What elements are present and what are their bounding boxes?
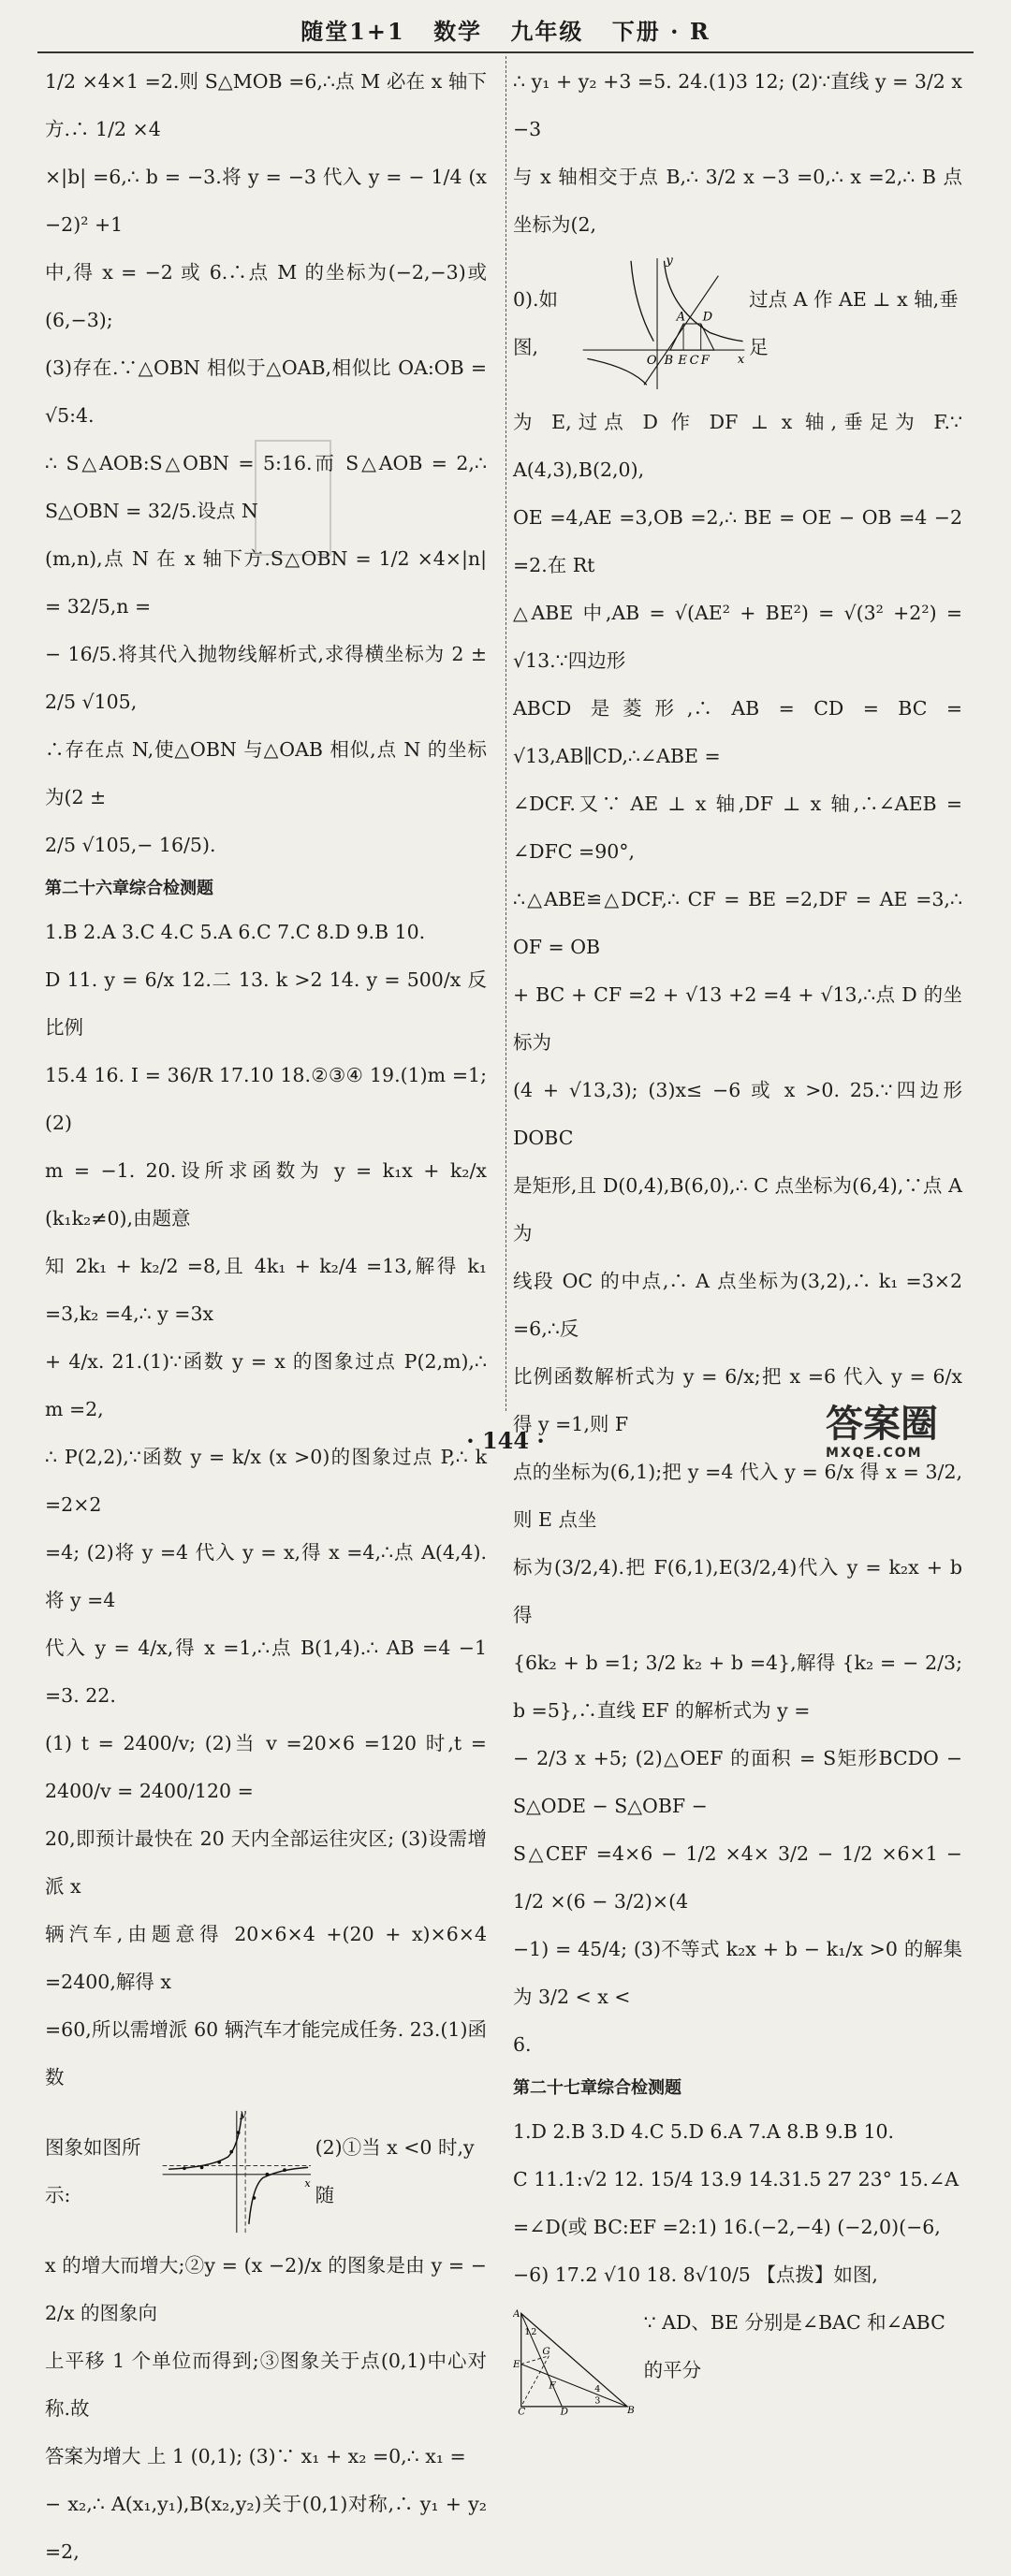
text-line: 点的坐标为(6,1);把 y =4 代入 y = 6/x 得 x = 3/2,则 E 点坐 (513, 1461, 962, 1531)
hyperbola-graph-23 (158, 2102, 315, 2242)
answer-line: (1) t = 2400/v; (2)当 v =20×6 =120 时,t = 2400/v = 2400/120 = (45, 1732, 487, 1802)
point-label: A (676, 310, 686, 325)
figure-caption: 图象如图所示: (45, 2136, 141, 2206)
text-line: (4 + √13,3); (3)x≤ −6 或 x >0. 25.∵四边形 DOBC (513, 1079, 962, 1149)
point-label: G (542, 2346, 550, 2358)
answer-line: 1.D 2.B 3.D 4.C 5.D 6.A 7.A 8.B 9.B 10. (513, 2120, 895, 2143)
book-title: 随堂1+1 (300, 18, 405, 45)
point-label: E (513, 2358, 520, 2370)
point-label: C (689, 353, 699, 368)
text-line: ∠DCF.又∵ AE ⊥ x 轴,DF ⊥ x 轴,∴∠AEB = ∠DFC =90°, (513, 793, 962, 863)
section-title-27: 第二十七章综合检测题 (513, 2078, 681, 2098)
text-line: ∴存在点 N,使△OBN 与△OAB 相似,点 N 的坐标为(2 ± (45, 738, 487, 808)
answer-line: −6) 17.2 √10 18. 8√10/5 【点拨】如图, (513, 2263, 878, 2286)
text-after-figure: (2)①当 x <0 时,y 随 (315, 2136, 475, 2206)
answer-line: 代入 y = 4/x,得 x =1,∴点 B(1,4).∴ AB =4 −1 =3. 22. (45, 1637, 487, 1707)
triangle-figure-18 (513, 2299, 644, 2423)
point-label: F (700, 353, 710, 368)
answer-line: =4; (2)将 y =4 代入 y = x,得 x =4,∴点 A(4,4).将 y =4 (45, 1541, 487, 1611)
point-label: E (678, 353, 688, 368)
text-line: −1) = 45/4; (3)不等式 k₂x + b − k₁/x >0 的解集为 3/2 < x < (513, 1938, 962, 2008)
point-label: B (664, 353, 674, 368)
text-line: + BC + CF =2 + √13 +2 =4 + √13,∴点 D 的坐标为 (513, 983, 962, 1054)
text-line: △ABE 中,AB = √(AE² + BE²) = √(3² +2²) = √13.∵四边形 (513, 602, 962, 672)
text-line: {6k₂ + b =1; 3/2 k₂ + b =4},解得 {k₂ = − 2/3; b =5},∴直线 EF 的解析式为 y = (513, 1652, 962, 1722)
text-line: 1/2 ×4×1 =2.则 S△MOB =6,∴点 M 必在 x 轴下方.∴ 1/2 ×4 (45, 70, 487, 140)
header-rule (37, 51, 974, 53)
point-label: O (646, 353, 657, 368)
answer-line: =60,所以需增派 60 辆汽车才能完成任务. 23.(1)函数 (45, 2018, 487, 2088)
answer-line: 上平移 1 个单位而得到;③图象关于点(0,1)中心对称.故 (45, 2350, 487, 2420)
text-after-figure: ∵ AD、BE 分别是∠BAC 和∠ABC 的平分 (643, 2311, 945, 2381)
answer-line: ∴ P(2,2),∵函数 y = k/x (x >0)的图象过点 P,∴ k =2×2 (45, 1446, 487, 1516)
answer-line: 知 2k₁ + k₂/2 =8,且 4k₁ + k₂/4 =13,解得 k₁ =3,k₂ =4,∴ y =3x (45, 1255, 487, 1325)
text-line: 线段 OC 的中点,∴ A 点坐标为(3,2),∴ k₁ =3×2 =6,∴反 (513, 1270, 962, 1340)
volume: 下册 · R (611, 18, 711, 45)
axis-label-x: x (304, 2176, 311, 2190)
subject: 数学 (433, 18, 483, 45)
text-line: 为 E,过点 D 作 DF ⊥ x 轴,垂足为 F.∵ A(4,3),B(2,0), (513, 411, 962, 481)
text-line: 2/5 √105,− 16/5). (45, 834, 216, 856)
point-label: A (513, 2307, 520, 2320)
text-line: 标为(3/2,4).把 F(6,1),E(3/2,4)代入 y = k₂x + b 得 (513, 1556, 962, 1626)
angle-label: 3 (594, 2395, 601, 2407)
text-line: (m,n),点 N 在 x 轴下方.S△OBN = 1/2 ×4×|n| = 32/5,n = (45, 547, 487, 618)
point-label: C (518, 2406, 526, 2418)
text-line: − 16/5.将其代入抛物线解析式,求得横坐标为 2 ± 2/5 √105, (45, 643, 487, 713)
watermark-top: 答案圈 (826, 1403, 938, 1446)
answer-line: C 11.1:√2 12. 15/4 13.9 14.31.5 27 23° 15.∠A (513, 2168, 960, 2190)
point-label: D (702, 310, 713, 325)
page-number: · 144 · (466, 1427, 545, 1454)
text-line: ABCD 是菱形,∴ AB = CD = BC = √13,AB∥CD,∴∠ABE = (513, 697, 962, 767)
answer-line: 15.4 16. I = 36/R 17.10 18.②③④ 19.(1)m =1; (2) (45, 1064, 487, 1134)
answer-line: =∠D(或 BC:EF =2:1) 16.(−2,−4) (−2,0)(−6, (513, 2216, 941, 2238)
answer-line: 答案为增大 上 1 (0,1); (3)∵ x₁ + x₂ =0,∴ x₁ = (45, 2445, 466, 2467)
answer-line: m = −1. 20.设所求函数为 y = k₁x + k₂/x (k₁k₂≠0),由题意 (45, 1159, 487, 1230)
point-label: D (560, 2406, 568, 2418)
text-line: ∴△ABE≌△DCF,∴ CF = BE =2,DF = AE =3,∴ OF = OB (513, 888, 962, 958)
axis-label-y: y (666, 254, 673, 269)
text-line: 是矩形,且 D(0,4),B(6,0),∴ C 点坐标为(6,4),∵点 A 为 (513, 1174, 962, 1244)
angle-label: 4 (594, 2384, 601, 2395)
text-line: ×|b| =6,∴ b = −3.将 y = −3 代入 y = − 1/4 (x −2)² +1 (45, 166, 487, 236)
point-label: F (549, 2380, 556, 2392)
grade: 九年级 (510, 18, 584, 45)
section-title-26: 第二十六章综合检测题 (45, 879, 213, 898)
answer-line: 1.B 2.A 3.C 4.C 5.A 6.C 7.C 8.D 9.B 10. (45, 921, 426, 943)
axis-label-x: x (738, 353, 745, 368)
angle-label: 1 (524, 2327, 531, 2338)
answer-line: + 4/x. 21.(1)∵函数 y = x 的图象过点 P(2,m),∴ m =2, (45, 1350, 487, 1420)
watermark-bottom: MXQE.COM (826, 1446, 923, 1461)
axis-label-y: y (240, 2107, 246, 2120)
figure-24-row (513, 249, 962, 399)
text-line: 与 x 轴相交于点 B,∴ 3/2 x −3 =0,∴ x =2,∴ B 点坐标为(2, (513, 166, 962, 236)
text-after-figure: 过点 A 作 AE ⊥ x 轴,垂足 (749, 288, 959, 358)
text-line: 比例函数解析式为 y = 6/x;把 x =6 代入 y = 6/x 得 y =1,则 F (513, 1365, 962, 1435)
angle-label: 2 (531, 2327, 537, 2338)
right-column (513, 58, 962, 2423)
answer-line: D 11. y = 6/x 12.二 13. k >2 14. y = 500/x 反比例 (45, 968, 487, 1039)
figure-18-row (513, 2299, 962, 2423)
text-line: 6. (513, 2033, 532, 2056)
text-line: (3)存在.∵△OBN 相似于△OAB,相似比 OA:OB = √5:4. (45, 357, 487, 427)
point-label: B (627, 2404, 635, 2416)
figure-23-row (45, 2102, 487, 2242)
answer-line: 辆汽车,由题意得 20×6×4 +(20 + x)×6×4 =2400,解得 x (45, 1923, 487, 1993)
answer-line: x 的增大而增大;②y = (x −2)/x 的图象是由 y = − 2/x 的图象向 (45, 2254, 487, 2324)
site-watermark (826, 1404, 975, 1465)
text-line: − 2/3 x +5; (2)△OEF 的面积 = S矩形BCDO − S△ODE − S△OBF − (513, 1747, 962, 1817)
answer-line: − x₂,∴ A(x₁,y₁),B(x₂,y₂)关于(0,1)对称,∴ y₁ + y₂ =2, (45, 2493, 487, 2563)
left-column (45, 58, 487, 2576)
text-line: OE =4,AE =3,OB =2,∴ BE = OE − OB =4 −2 =2.在 Rt (513, 506, 962, 576)
text-line: ∴ y₁ + y₂ +3 =5. 24.(1)3 12; (2)∵直线 y = 3/2 x −3 (513, 70, 962, 140)
rhombus-graph-24 (579, 249, 749, 399)
text-line: ∴ S△AOB:S△OBN = 5:16.而 S△AOB = 2,∴ S△OBN = 32/5.设点 N (45, 452, 487, 522)
text-line: S△CEF =4×6 − 1/2 ×4× 3/2 − 1/2 ×6×1 − 1/2 ×(6 − 3/2)×(4 (513, 1842, 962, 1913)
answer-line: 20,即预计最快在 20 天内全部运往灾区; (3)设需增派 x (45, 1827, 487, 1898)
text-before-figure: 0).如图, (513, 288, 559, 358)
text-line: 中,得 x = −2 或 6.∴点 M 的坐标为(−2,−3)或(6,−3); (45, 261, 487, 331)
page-header (0, 13, 1011, 46)
